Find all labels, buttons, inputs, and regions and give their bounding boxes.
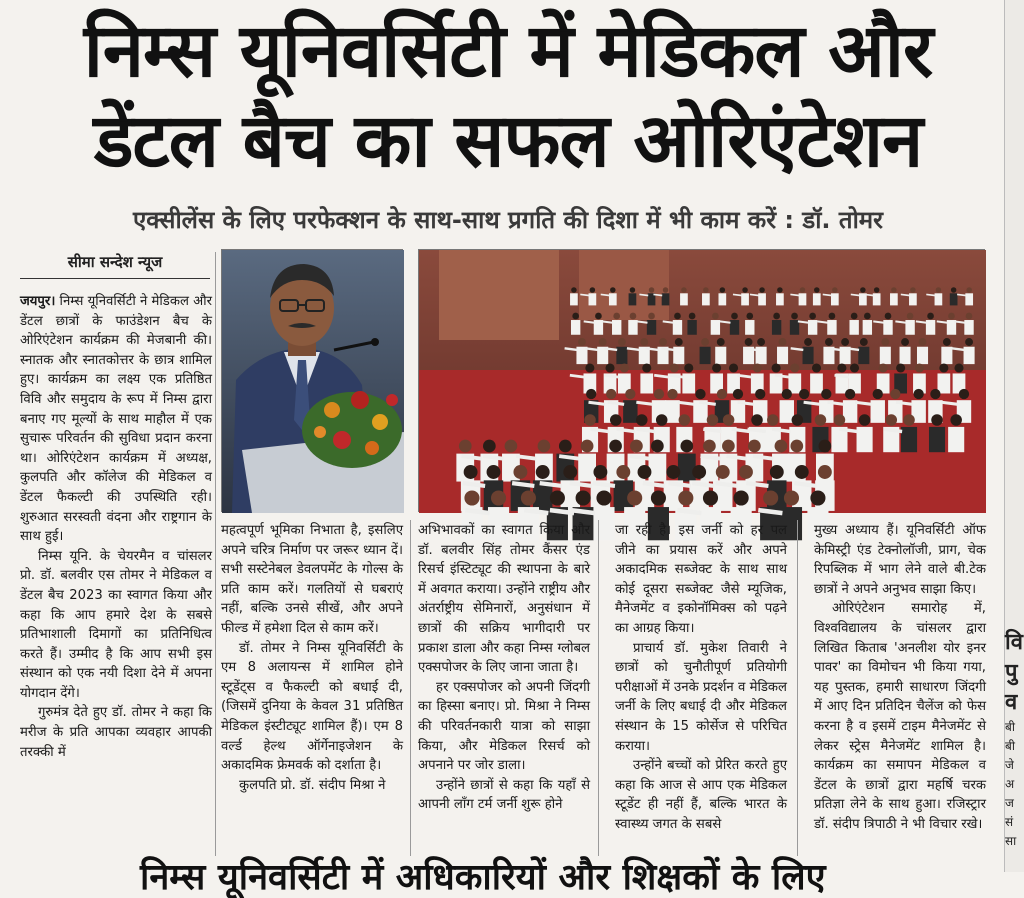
column-divider [598,520,599,856]
subheadline: एक्सीलेंस के लिए परफेक्शन के साथ-साथ प्रगति की दिशा में भी काम करें : डॉ. तोमर [133,206,883,234]
adjacent-text-glyph: बी [1005,720,1015,734]
column-5-paragraph-1: मुख्य अध्याय हैं। यूनिवर्सिटी ऑफ केमिस्ट्री एंड टेक्नोलॉजी, प्राग, चेक रिपब्लिक में भाग लेने वाले बी.टेक छात्रों ने अपने अनुभव साझा किए। [814,523,986,597]
adjacent-headline-glyph: व [1005,690,1018,715]
adjacent-text-glyph: सा [1005,834,1017,848]
article-column-2 [221,521,403,856]
column-2-paragraph-1: महत्वपूर्ण भूमिका निभाता है, इसलिए अपने चरित्र निर्माण पर जरूर ध्यान दें। सभी सस्टेनेबल डेवलपमेंट के गोल्स के प्रति काम करें। गलतियों से घबराएं नहीं, बल्कि उनसे सीखें, और अपने फील्ड में हमेशा दिल से काम करें। [221,523,403,636]
photo-students [418,249,985,512]
next-article-headline-cropped [0,856,1004,898]
column-2-paragraph-2: डॉ. तोमर ने निम्स यूनिवर्सिटी के एम 8 अलायन्स में शामिल होने स्टूडेंट्स व फैकल्टी को बधाई दी, (जिसमें दुनिया के केवल 31 प्रतिष्ठित मेडिकल इंस्टीट्यूट शामिल हैं)। एम 8 वर्ल्ड हेल्थ ऑर्गेनाइजेशन के अकादमिक फ्रेमवर्क को दर्शाता है। [221,640,403,774]
column-4-paragraph-2: प्राचार्य डॉ. मुकेश तिवारी ने छात्रों को चुनौतीपूर्ण प्रतियोगी परीक्षाओं में उनके प्रदर्शन व मेडिकल जर्नी के लिए बधाई दी और मेडिकल संस्थान के 15 कोर्सेज से परिचित कराया। [615,640,787,754]
column-3-paragraph-3: उन्होंने छात्रों से कहा कि यहाँ से आपनी लॉंग टर्म जर्नी शुरू होने [418,777,590,813]
adjacent-text-glyph: अ [1005,777,1015,791]
byline: सीमा सन्देश न्यूज [67,253,163,271]
column-4-paragraph-1: जा रही है। इस जर्नी को हर पल जीने का प्रयास करें और अपने अकादमिक सब्जेक्ट के साथ साथ कोई दूसरा सब्जेक्ट जैसे म्यूजिक, मैनेजमेंट व इकोनॉमिक्स को पढ़ने का आग्रह किया। [615,523,787,636]
headline [18,6,998,186]
column-divider [797,520,798,856]
column-1-paragraph-3: गुरुमंत्र देते हुए डॉ. तोमर ने कहा कि मरीज के प्रति आपका व्यवहार आपकी तरक्की में [20,705,212,760]
speaker-image [222,250,404,513]
column-1-paragraph-1 [20,292,212,547]
next-article-headline: निम्स यूनिवर्सिटी में अधिकारियों और शिक्षकों के लिए [140,857,826,898]
byline-rule [20,278,210,279]
column-1-paragraph-2: निम्स यूनि. के चेयरमैन व चांसलर प्रो. डॉ. बलवीर एस तोमर ने मेडिकल व डेंटल बैच 2023 का स्वागत किया और कहा कि आप हमारे देश के सबसे प्रतिभाशाली दिमागों का प्रतिनिधित्व करते हैं। उम्मीद है कि आप सभी इस संस्थान को एक नयी दिशा देने में अपना योगदान देंगे। [20,548,212,701]
column-4-paragraph-3: उन्होंने बच्चों को प्रेरित करते हुए कहा कि आज से आप एक मेडिकल स्टूडेंट ही नहीं हैं, बल्कि भारत के स्वास्थ्य जगत के सबसे [615,758,787,832]
adjacent-headline-glyph: वि [1005,630,1023,655]
column-5-paragraph-2: ओरिएंटेशन समारोह में, विश्वविद्यालय के चांसलर द्वारा लिखित किताब 'अनलीश योर इनर पावर' का विमोचन भी किया गया, यह पुस्तक, हमारी साधारण जिंदगी में आए दिन प्रतिदिन चैलेंज को फेस करना है व इसमें टाइम मैनेजमेंट से लेकर स्ट्रेस मैनेजमेंट शामिल है। कार्यक्रम का समापन मेडिकल व डेंटल के छात्रों द्वारा महर्षि चरक प्रतिज्ञा लेने के साथ हुआ। रजिस्ट्रार डॉ. संदीप त्रिपाठी ने भी विचार रखे। [814,601,986,832]
dateline: जयपुर। [20,294,56,309]
column-divider [215,252,216,856]
adjacent-text-glyph: ज [1005,796,1014,810]
column-3-paragraph-1: अभिभावकों का स्वागत किया और डॉ. बलवीर सिंह तोमर कैंसर एंड रिसर्च इंस्टिट्यूट की स्थापना के बारे में अवगत कराया। उन्होंने राष्ट्रीय और अंतर्राष्ट्रीय सेमिनारों, अनुसंधान में छात्रों की सक्रिय भागीदारी पर प्रकाश डाला और कहा निम्स ग्लोबल एक्सपोजर के लिए जाना जाता है। [418,523,590,676]
article-column-4 [615,521,787,856]
students-image [419,250,986,513]
headline-line-1: निम्स यूनिवर्सिटी में मेडिकल और [83,8,933,94]
column-2-paragraph-3: कुलपति प्रो. डॉ. संदीप मिश्रा ने [239,777,386,793]
headline-line-2: डेंटल बैच का सफल ओरिएंटेशन [93,98,923,184]
adjacent-text-glyph: बी [1005,739,1015,753]
column-divider [410,520,411,856]
adjacent-text-glyph: सं [1005,815,1014,829]
article-column-5 [814,521,986,856]
column-3-paragraph-2: हर एक्सपोजर को अपनी जिंदगी का हिस्सा बनाए। प्रो. मिश्रा ने निम्स की परिवर्तनकारी यात्रा को साझा किया, और मेडिकल रिसर्च को अपनाने पर जोर डाला। [418,679,590,774]
photo-speaker [221,249,403,512]
adjacent-article-strip [1004,0,1024,872]
adjacent-headline-glyph: पु [1005,660,1018,685]
article-column-3 [418,521,590,856]
column-1-paragraph-1-text: निम्स यूनिवर्सिटी ने मेडिकल और डेंटल छात्रों के फाउंडेशन बैच के ओरिएंटेशन कार्यक्रम की मेजबानी की। स्नातक और स्नातकोत्तर के छात्र शामिल हुए। कार्यक्रम का लक्ष्य एक प्रतिष्ठित विवि और समुदाय के रूप में निम्स द्वारा बनाए गए मूल्यों के साथ माहौल में एक सुचारू परिवर्तन की सुविधा प्रदान करना था। ओरिएंटेशन कार्यक्रम में अध्यक्ष, कुलपति और कॉलेज की मेडिकल व डेंटल फैकल्टी की उपस्थिति रही। शुरुआत सरस्वती वंदना और राष्ट्रगान के साथ हुई। [20,294,212,545]
adjacent-text-glyph: जे [1005,758,1014,772]
article-column-1 [20,292,212,856]
